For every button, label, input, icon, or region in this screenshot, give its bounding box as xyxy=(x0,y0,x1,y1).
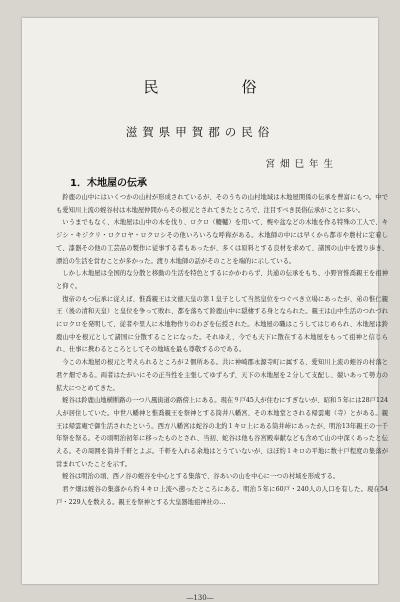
paragraph: しかし木地屋は全国的な分散と移動の生活を特色とするにかかわらず、共通の伝承をもち、小野宮惟喬親王を祖神と仰ぐ。 xyxy=(56,270,388,290)
paragraph: 今この木地屋の根元と考えられるところが２個所ある。共に神崎郡永源寺町に属する、愛知川上流の蛭谷の村落と君ケ畑である。両者はたがいにその正当性を主張してゆずらず、天下の木地屋を２分して支配し、競いあって勢力の拡大につとめてきた。 xyxy=(56,359,388,392)
paragraph: 鈴鹿の山中にはいくつかの山村が形成されているが、そのうちの山村地域は木地屋関係の伝承を豊富にもつ。中でも愛知川上流の蛭谷村は木地屋仲間からその根元とされてきたところで、注目すべき民俗伝承がことに多い。 xyxy=(56,194,388,214)
paragraph: 蛭谷は鈴鹿山地横断路の一つ八風街道の路傍上にある。現在９戸45人が住むにすぎないが、昭和５年には28戸124人が居住していた。中世八幡神と惟喬親王を祭神とする筒井八幡宮、その本地堂とされる帰雲庵（寺）とがある。親王は帰雲庵で御生活されたという。西方八幡宮は蛇谷の北約１キロ上にある筒井峠にあったが、明治13年親王の一千年祭を祭る。その頃明治初年に移ったものとされ、当初、蛇谷は他も谷宮殿奉献なども含めて山の中深くあったと伝える。その周囲を筒井千軒とよぶ。千軒を入れる余地はとうていないが、ほぼ約１キロの平地に数十戸程度の集落が営まれていたことを示す。 xyxy=(56,397,388,468)
paragraph: 蛭谷は明治の頃、西ノ谷の蛭谷を中心とする集落で、谷あいの山を中心に一つの村域を形成する。 xyxy=(62,473,340,481)
article-subtitle: 滋賀県甲賀郡の民俗 xyxy=(125,125,275,139)
page-number: ―130― xyxy=(186,594,214,602)
paragraph: 君ケ畑は蛭谷の集落から約４キロ上流へ遡ったところにある。明治５年に60戸・240人の人口を有した。現在54戸・229人を数える。親王を祭神とする大皇器地祖神社の… xyxy=(56,486,388,506)
page-title: 民 俗 xyxy=(143,78,291,96)
article-body xyxy=(56,192,388,510)
paragraph: いうまでもなく、木地屋は山中の木を伐り、ロクロ（轆轤）を用いて、椀や盆などの木地を作る特殊の工人で、キジシ・キジクリ・ロクロヤ・ロクロシその他いろいろな呼称がある。木地師の中には早くから都市や農村に定着して、漆器その他の工芸品の製作に従事する者もあったが、多くは原料とする良材を求めて、諸国の山中を渡り歩き、漂泊の生活を営むことが多かった。渡り木地師の話がそのことを端的に示している。 xyxy=(56,219,388,265)
paragraph: 復帝のもつ伝承に従えば、惟喬親王は文徳天皇の第１皇子として当然皇位をつぐべき立場にあったが、弟の惟仁親王（後の清和天皇）と皇位を争って敗れ、都を落ちて鈴鹿山中に隠棲する身となられた。親王は山中生活のつれづれにロクロを発明して、従者や里人に木地物作りのわざを伝授された。木地屋の職はこうしてはじめられ、木地屋は鈴鹿山中を根元として諸国に分散することになった。それゆえ、今でも天下に散在する木地屋をもって祖神と信じられ、仕事に携わるところとしてその地域を最も尊敬するのである。 xyxy=(56,295,388,354)
author-name: 宮畑巳年生 xyxy=(265,159,338,170)
book-page xyxy=(22,18,388,602)
section-heading: 1．木地屋の伝承 xyxy=(70,178,147,189)
